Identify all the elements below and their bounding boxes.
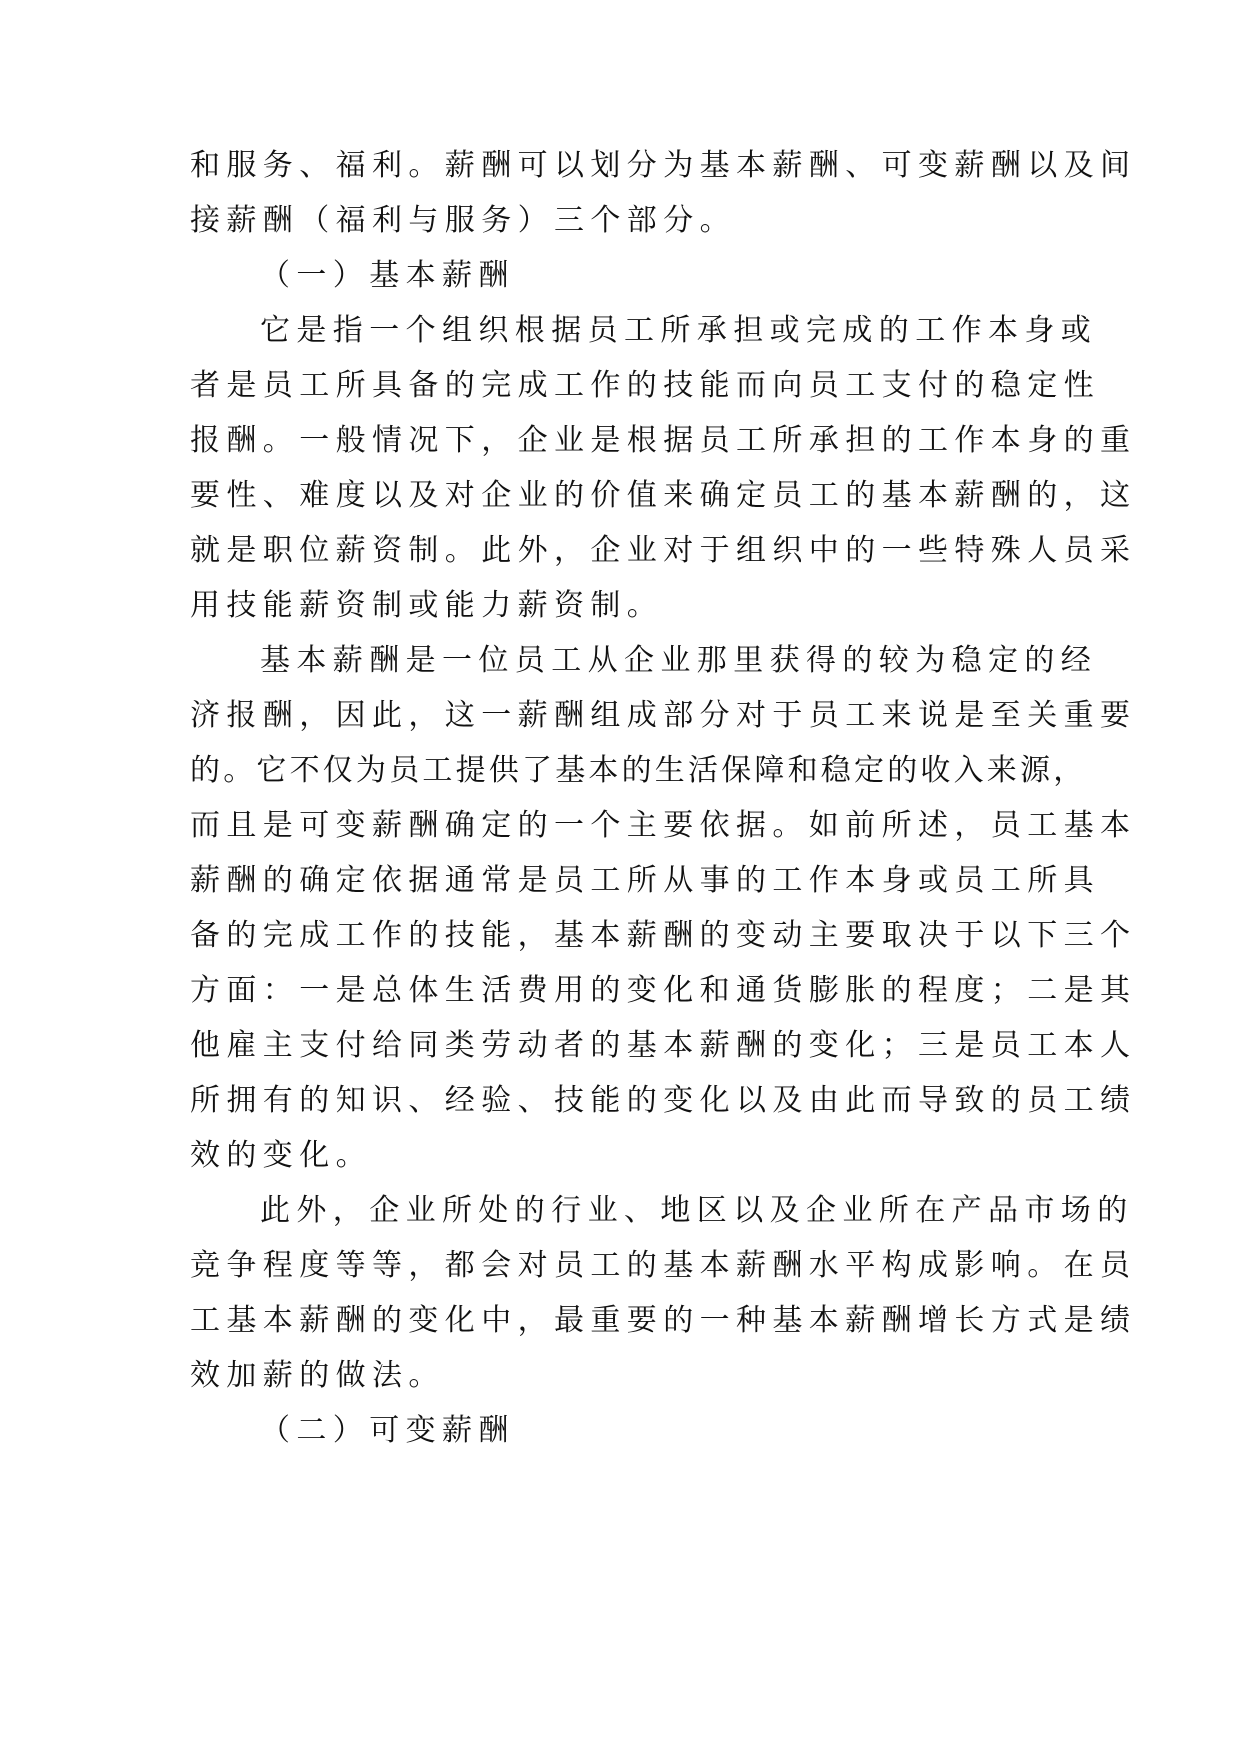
text-line: 效加薪的做法。 (190, 1358, 445, 1393)
text-line: 接薪酬（福利与服务）三个部分。 (190, 203, 736, 238)
text-line: 它是指一个组织根据员工所承担或完成的工作本身或 (260, 313, 1098, 348)
text-line: 就是职位薪资制。此外，企业对于组织中的一些特殊人员采 (190, 533, 1137, 568)
text-line: 效的变化。 (190, 1138, 372, 1173)
text-line: 的。它不仅为员工提供了基本的生活保障和稳定的收入来源， (190, 753, 1087, 788)
text-line: 方面：一是总体生活费用的变化和通货膨胀的程度；二是其 (190, 973, 1137, 1008)
text-line: 备的完成工作的技能，基本薪酬的变动主要取决于以下三个 (190, 918, 1137, 953)
text-line: 和服务、福利。薪酬可以划分为基本薪酬、可变薪酬以及间 (190, 148, 1137, 183)
text-line: 竞争程度等等，都会对员工的基本薪酬水平构成影响。在员 (190, 1248, 1137, 1283)
text-line: 工基本薪酬的变化中，最重要的一种基本薪酬增长方式是绩 (190, 1303, 1137, 1338)
text-line: 要性、难度以及对企业的价值来确定员工的基本薪酬的，这 (190, 478, 1137, 513)
text-line: 用技能薪资制或能力薪资制。 (190, 588, 664, 623)
text-line: 此外，企业所处的行业、地区以及企业所在产品市场的 (260, 1193, 1134, 1228)
text-line: 而且是可变薪酬确定的一个主要依据。如前所述，员工基本 (190, 808, 1137, 843)
text-line: 薪酬的确定依据通常是员工所从事的工作本身或员工所具 (190, 863, 1100, 898)
section-heading: （二）可变薪酬 (260, 1413, 515, 1448)
section-heading: （一）基本薪酬 (260, 258, 515, 293)
text-line: 济报酬，因此，这一薪酬组成部分对于员工来说是至关重要 (190, 698, 1137, 733)
text-line: 报酬。一般情况下，企业是根据员工所承担的工作本身的重 (190, 423, 1137, 458)
text-line: 基本薪酬是一位员工从企业那里获得的较为稳定的经 (260, 643, 1098, 678)
text-line: 他雇主支付给同类劳动者的基本薪酬的变化；三是员工本人 (190, 1028, 1137, 1063)
text-line: 者是员工所具备的完成工作的技能而向员工支付的稳定性 (190, 368, 1100, 403)
text-line: 所拥有的知识、经验、技能的变化以及由此而导致的员工绩 (190, 1083, 1137, 1118)
